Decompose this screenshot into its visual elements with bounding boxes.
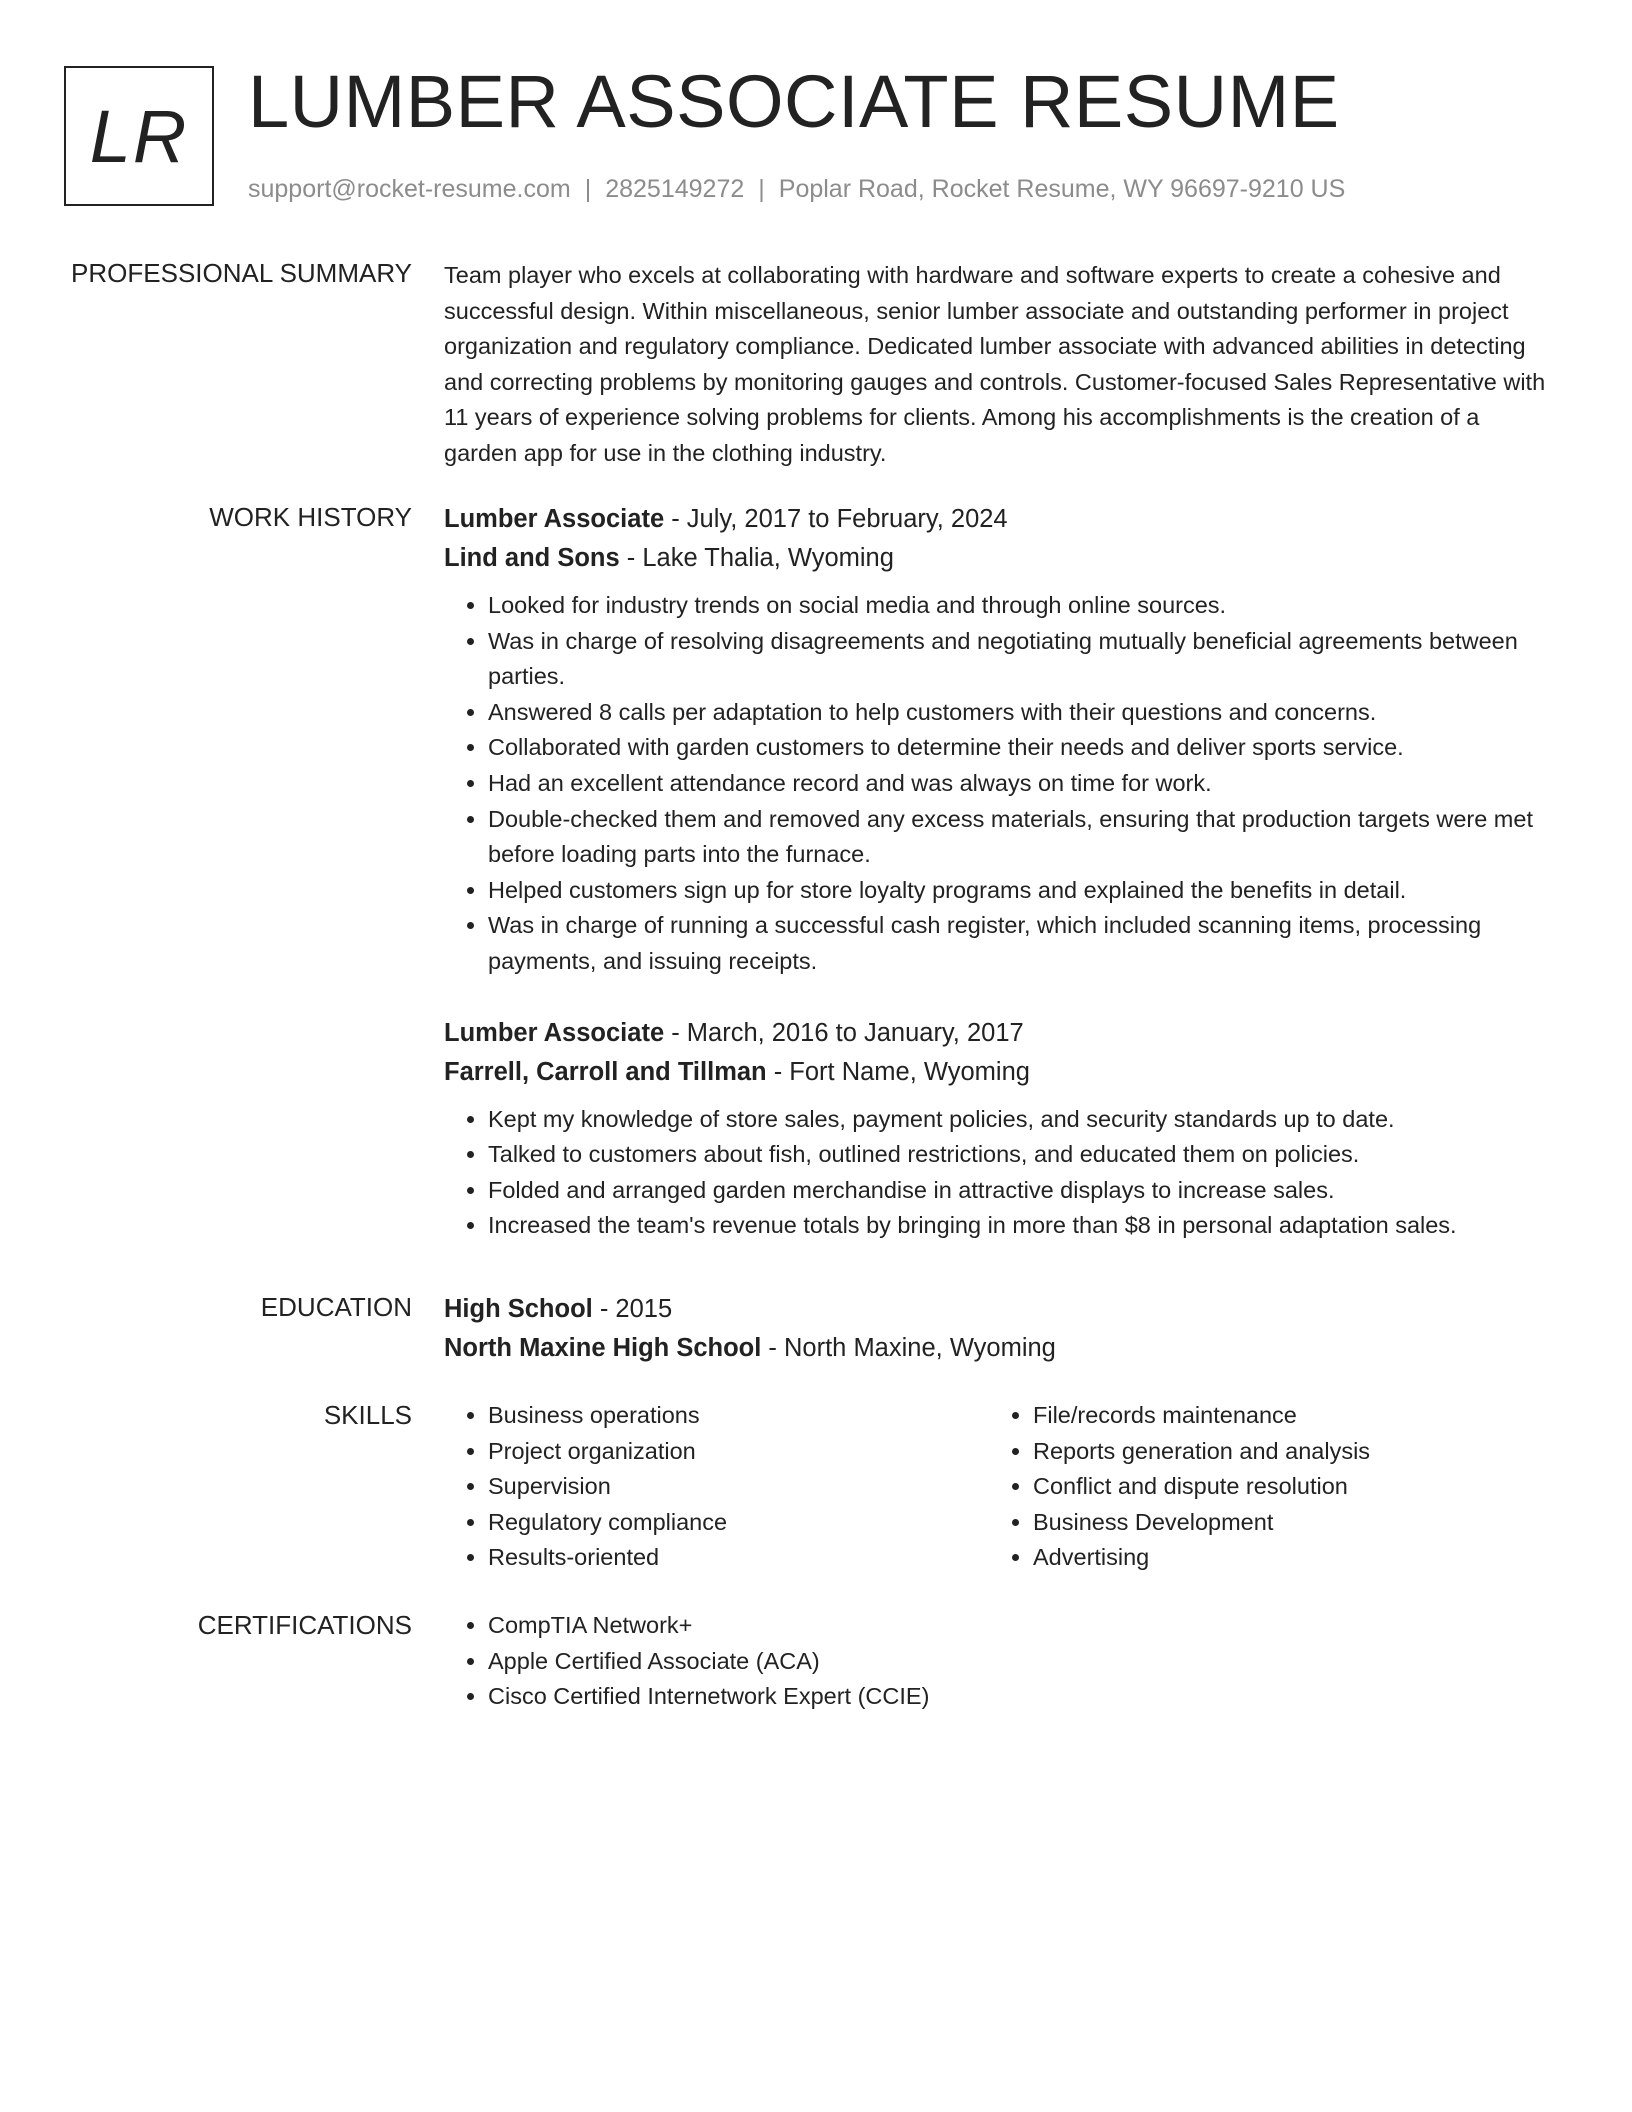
contact-phone: 2825149272 [605,175,745,203]
job-dates: - March, 2016 to January, 2017 [664,1018,1024,1047]
education-degree: High School [444,1295,593,1323]
job-entry [444,500,1554,980]
skills-column-right [989,1398,1534,1576]
certification-item: • Apple Certified Associate (ACA) [488,1644,1554,1680]
section-label-certifications: CERTIFICATIONS [197,1610,412,1640]
job-bullet-list [444,588,1554,980]
job-location: - Fort Name, Wyoming [766,1057,1030,1086]
skill-item: • Conflict and dispute resolution [1033,1469,1534,1505]
job-title-line [444,1014,1554,1053]
job-company-line [444,1053,1554,1092]
skills-list [444,1398,989,1576]
education-location: - North Maxine, Wyoming [761,1334,1056,1362]
job-company: Farrell, Carroll and Tillman [444,1057,767,1086]
skills-list [989,1398,1534,1576]
skills-column-left [444,1398,989,1576]
work-history-body [444,500,1554,1244]
job-bullet-list [444,1102,1554,1244]
job-bullet: • Folded and arranged garden merchandise in attractive displays to increase sales. [488,1173,1554,1209]
job-bullet: • Double-checked them and removed any excess materials, ensuring that production targets were met before loading parts into the furnace. [488,802,1554,873]
skill-item: • Business operations [488,1398,989,1434]
job-dates: - July, 2017 to February, 2024 [664,505,1008,533]
section-label-education: EDUCATION [260,1292,412,1322]
contact-separator: | [758,175,765,203]
job-bullet: • Was in charge of resolving disagreements and negotiating mutually beneficial agreements between parties. [488,624,1554,695]
contact-separator: | [584,175,592,203]
summary-text: Team player who excels at collaborating with hardware and software experts to create a cohesive and successful design. Within miscellaneous, senior lumber associate and outstanding performer in project organization and regulatory compliance. Dedicated lumber associate with advanced abilities in detecting and correcting problems by monitoring gauges and controls. Customer-focused Sales Representative with 11 years of experience solving problems for clients. Among his accomplishments is the creation of a garden app for use in the clothing industry. [444,262,1546,466]
skill-item: • Reports generation and analysis [1033,1434,1534,1470]
skill-item: • Project organization [488,1434,989,1470]
job-bullet: • Increased the team's revenue totals by bringing in more than $8 in personal adaptation sales. [488,1208,1554,1244]
contact-email: support@rocket-resume.com [248,175,571,203]
skills-columns [444,1398,1554,1576]
job-company: Lind and Sons [444,544,620,572]
education-school-line [444,1329,1554,1368]
education-degree-line [444,1290,1554,1329]
job-bullet: • Helped customers sign up for store loyalty programs and explained the benefits in detail. [488,873,1554,909]
section-label-work-history: WORK HISTORY [209,502,412,532]
job-bullet: • Collaborated with garden customers to determine their needs and deliver sports service. [488,730,1554,766]
job-location: - Lake Thalia, Wyoming [619,544,894,572]
resume-title: LUMBER ASSOCIATE RESUME [248,60,1340,143]
section-label-skills: SKILLS [323,1400,412,1430]
skill-item: • Supervision [488,1469,989,1505]
skill-item: • Business Development [1033,1505,1534,1541]
job-company-line [444,539,1554,578]
skill-item: • Advertising [1033,1540,1534,1576]
skills-body [444,1398,1554,1576]
job-bullet: • Was in charge of running a successful cash register, which included scanning items, processing payments, and issuing receipts. [488,908,1554,979]
monogram-logo: LR [64,66,214,206]
job-entry [444,1014,1554,1244]
job-title: Lumber Associate [444,505,665,533]
job-bullet: • Looked for industry trends on social media and through online sources. [488,588,1554,624]
education-school: North Maxine High School [444,1334,762,1362]
certifications-list [444,1608,1554,1715]
education-year: - 2015 [592,1295,673,1323]
skill-item: • Results-oriented [488,1540,989,1576]
contact-line [248,172,1345,206]
skill-item: • File/records maintenance [1033,1398,1534,1434]
skill-item: • Regulatory compliance [488,1505,989,1541]
job-bullet: • Answered 8 calls per adaptation to help customers with their questions and concerns. [488,695,1554,731]
certification-item: • CompTIA Network+ [488,1608,1554,1644]
section-label-summary: PROFESSIONAL SUMMARY [71,258,412,288]
job-bullet: • Talked to customers about fish, outlined restrictions, and educated them on policies. [488,1137,1554,1173]
certification-item: • Cisco Certified Internetwork Expert (CCIE) [488,1679,1554,1715]
certifications-body [444,1608,1554,1715]
job-bullet: • Kept my knowledge of store sales, payment policies, and security standards up to date. [488,1102,1554,1138]
job-title-line [444,500,1554,539]
job-bullet: • Had an excellent attendance record and was always on time for work. [488,766,1554,802]
contact-address: Poplar Road, Rocket Resume, WY 96697-9210 US [778,175,1346,203]
summary-body [444,256,1554,472]
job-title: Lumber Associate [444,1018,665,1047]
education-body [444,1290,1554,1368]
